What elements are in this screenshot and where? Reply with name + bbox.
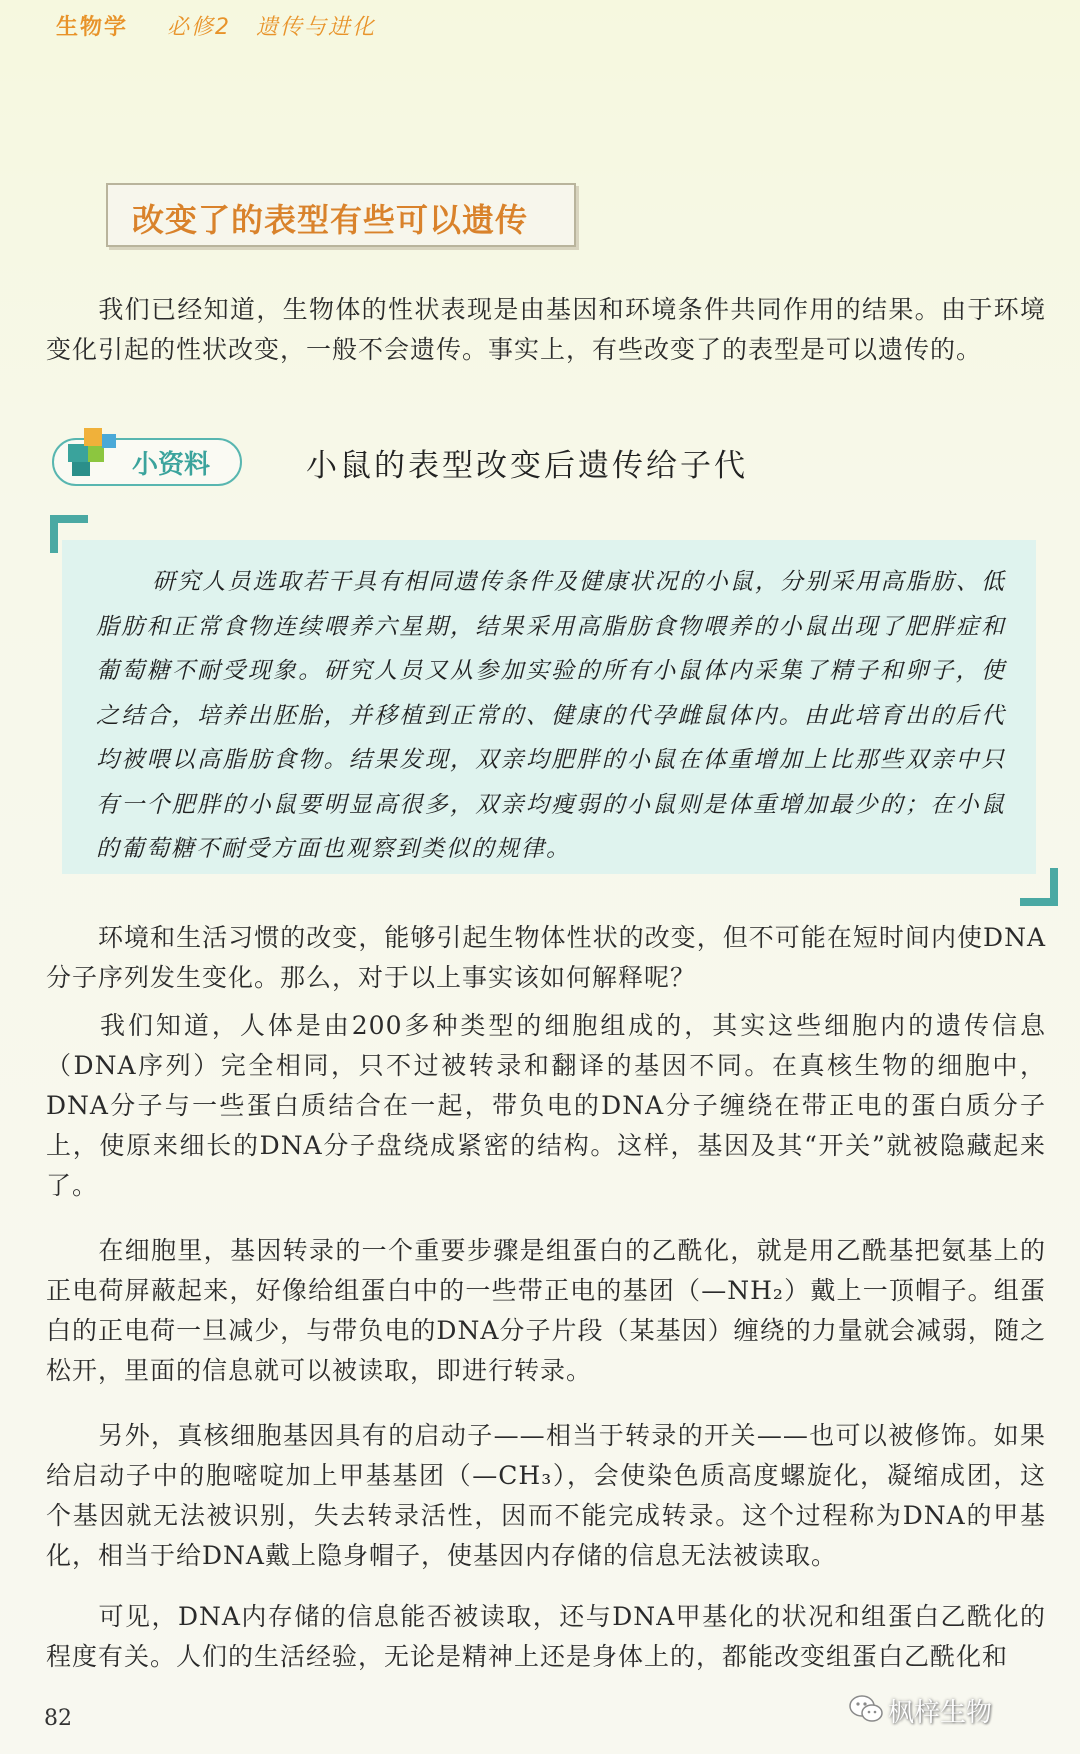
body-text-5: 可见，DNA内存储的信息能否被读取，还与DNA甲基化的状况和组蛋白乙酰化的程度有关。人们的生活经验，无论是精神上还是身体上的，都能改变组蛋白乙酰化和	[46, 1602, 1046, 1671]
section-title: 改变了的表型有些可以遗传	[132, 201, 529, 239]
header-chapter: 遗传与进化	[256, 15, 377, 40]
sidebar-text: 研究人员选取若干具有相同遗传条件及健康状况的小鼠，分别采用高脂肪、低脂肪和正常食物连续喂养六星期，结果采用高脂肪食物喂养的小鼠出现了肥胖症和葡萄糖不耐受现象。研究人员又从参加实验的所有小鼠体内采集了精子和卵子，使之结合，培养出胚胎，并移植到正常的、健康的代孕雌鼠体内。由此培育出的后代均被喂以高脂肪食物。结果发现，双亲均肥胖的小鼠在体重增加上比那些双亲中只有一个肥胖的小鼠要明显高很多，双亲均瘦弱的小鼠则是体重增加最少的；在小鼠的葡萄糖不耐受方面也观察到类似的规律。	[96, 569, 1006, 862]
info-box-corner-bottom-right	[1020, 868, 1058, 906]
info-box-text	[96, 560, 1006, 872]
intro-text: 我们已经知道，生物体的性状表现是由基因和环境条件共同作用的结果。由于环境变化引起的性状改变，一般不会遗传。事实上，有些改变了的表型是可以遗传的。	[46, 295, 1046, 364]
watermark: 枫梓生物	[888, 1698, 993, 1728]
wechat-icon	[848, 1694, 884, 1724]
body-paragraph-1	[46, 918, 1046, 998]
puzzle-pieces-icon	[62, 424, 122, 480]
section-title-box	[106, 183, 576, 247]
intro-paragraph	[46, 290, 1046, 370]
sidebar-badge	[52, 438, 242, 486]
body-paragraph-2	[46, 1006, 1046, 1206]
page-number: 82	[44, 1706, 72, 1731]
sidebar-badge-label: 小资料	[132, 450, 211, 480]
body-text-1: 环境和生活习惯的改变，能够引起生物体性状的改变，但不可能在短时间内使DNA分子序列发生变化。那么，对于以上事实该如何解释呢？	[46, 923, 1046, 992]
running-header	[56, 10, 376, 41]
body-paragraph-3	[46, 1231, 1046, 1391]
sidebar-title: 小鼠的表型改变后遗传给子代	[306, 448, 748, 484]
header-book: 必修2	[167, 15, 232, 40]
body-paragraph-4	[46, 1416, 1046, 1576]
body-text-4: 另外，真核细胞基因具有的启动子——相当于转录的开关——也可以被修饰。如果给启动子中的胞嘧啶加上甲基基团（—CH₃），会使染色质高度螺旋化，凝缩成团，这个基因就无法被识别，失去转录活性，因而不能完成转录。这个过程称为DNA的甲基化，相当于给DNA戴上隐身帽子，使基因内存储的信息无法被读取。	[46, 1421, 1046, 1570]
body-paragraph-5	[46, 1597, 1046, 1677]
body-text-2: 我们知道，人体是由200多种类型的细胞组成的，其实这些细胞内的遗传信息（DNA序列）完全相同，只不过被转录和翻译的基因不同。在真核生物的细胞中，DNA分子与一些蛋白质结合在一起，带负电的DNA分子缠绕在带正电的蛋白质分子上，使原来细长的DNA分子盘绕成紧密的结构。这样，基因及其“开关”就被隐藏起来了。	[46, 1011, 1046, 1200]
header-subject: 生物学	[56, 15, 129, 40]
body-text-3: 在细胞里，基因转录的一个重要步骤是组蛋白的乙酰化，就是用乙酰基把氨基上的正电荷屏蔽起来，好像给组蛋白中的一些带正电的基团（—NH₂）戴上一顶帽子。组蛋白的正电荷一旦减少，与带负电的DNA分子片段（某基因）缠绕的力量就会减弱，随之松开，里面的信息就可以被读取，即进行转录。	[46, 1236, 1046, 1385]
